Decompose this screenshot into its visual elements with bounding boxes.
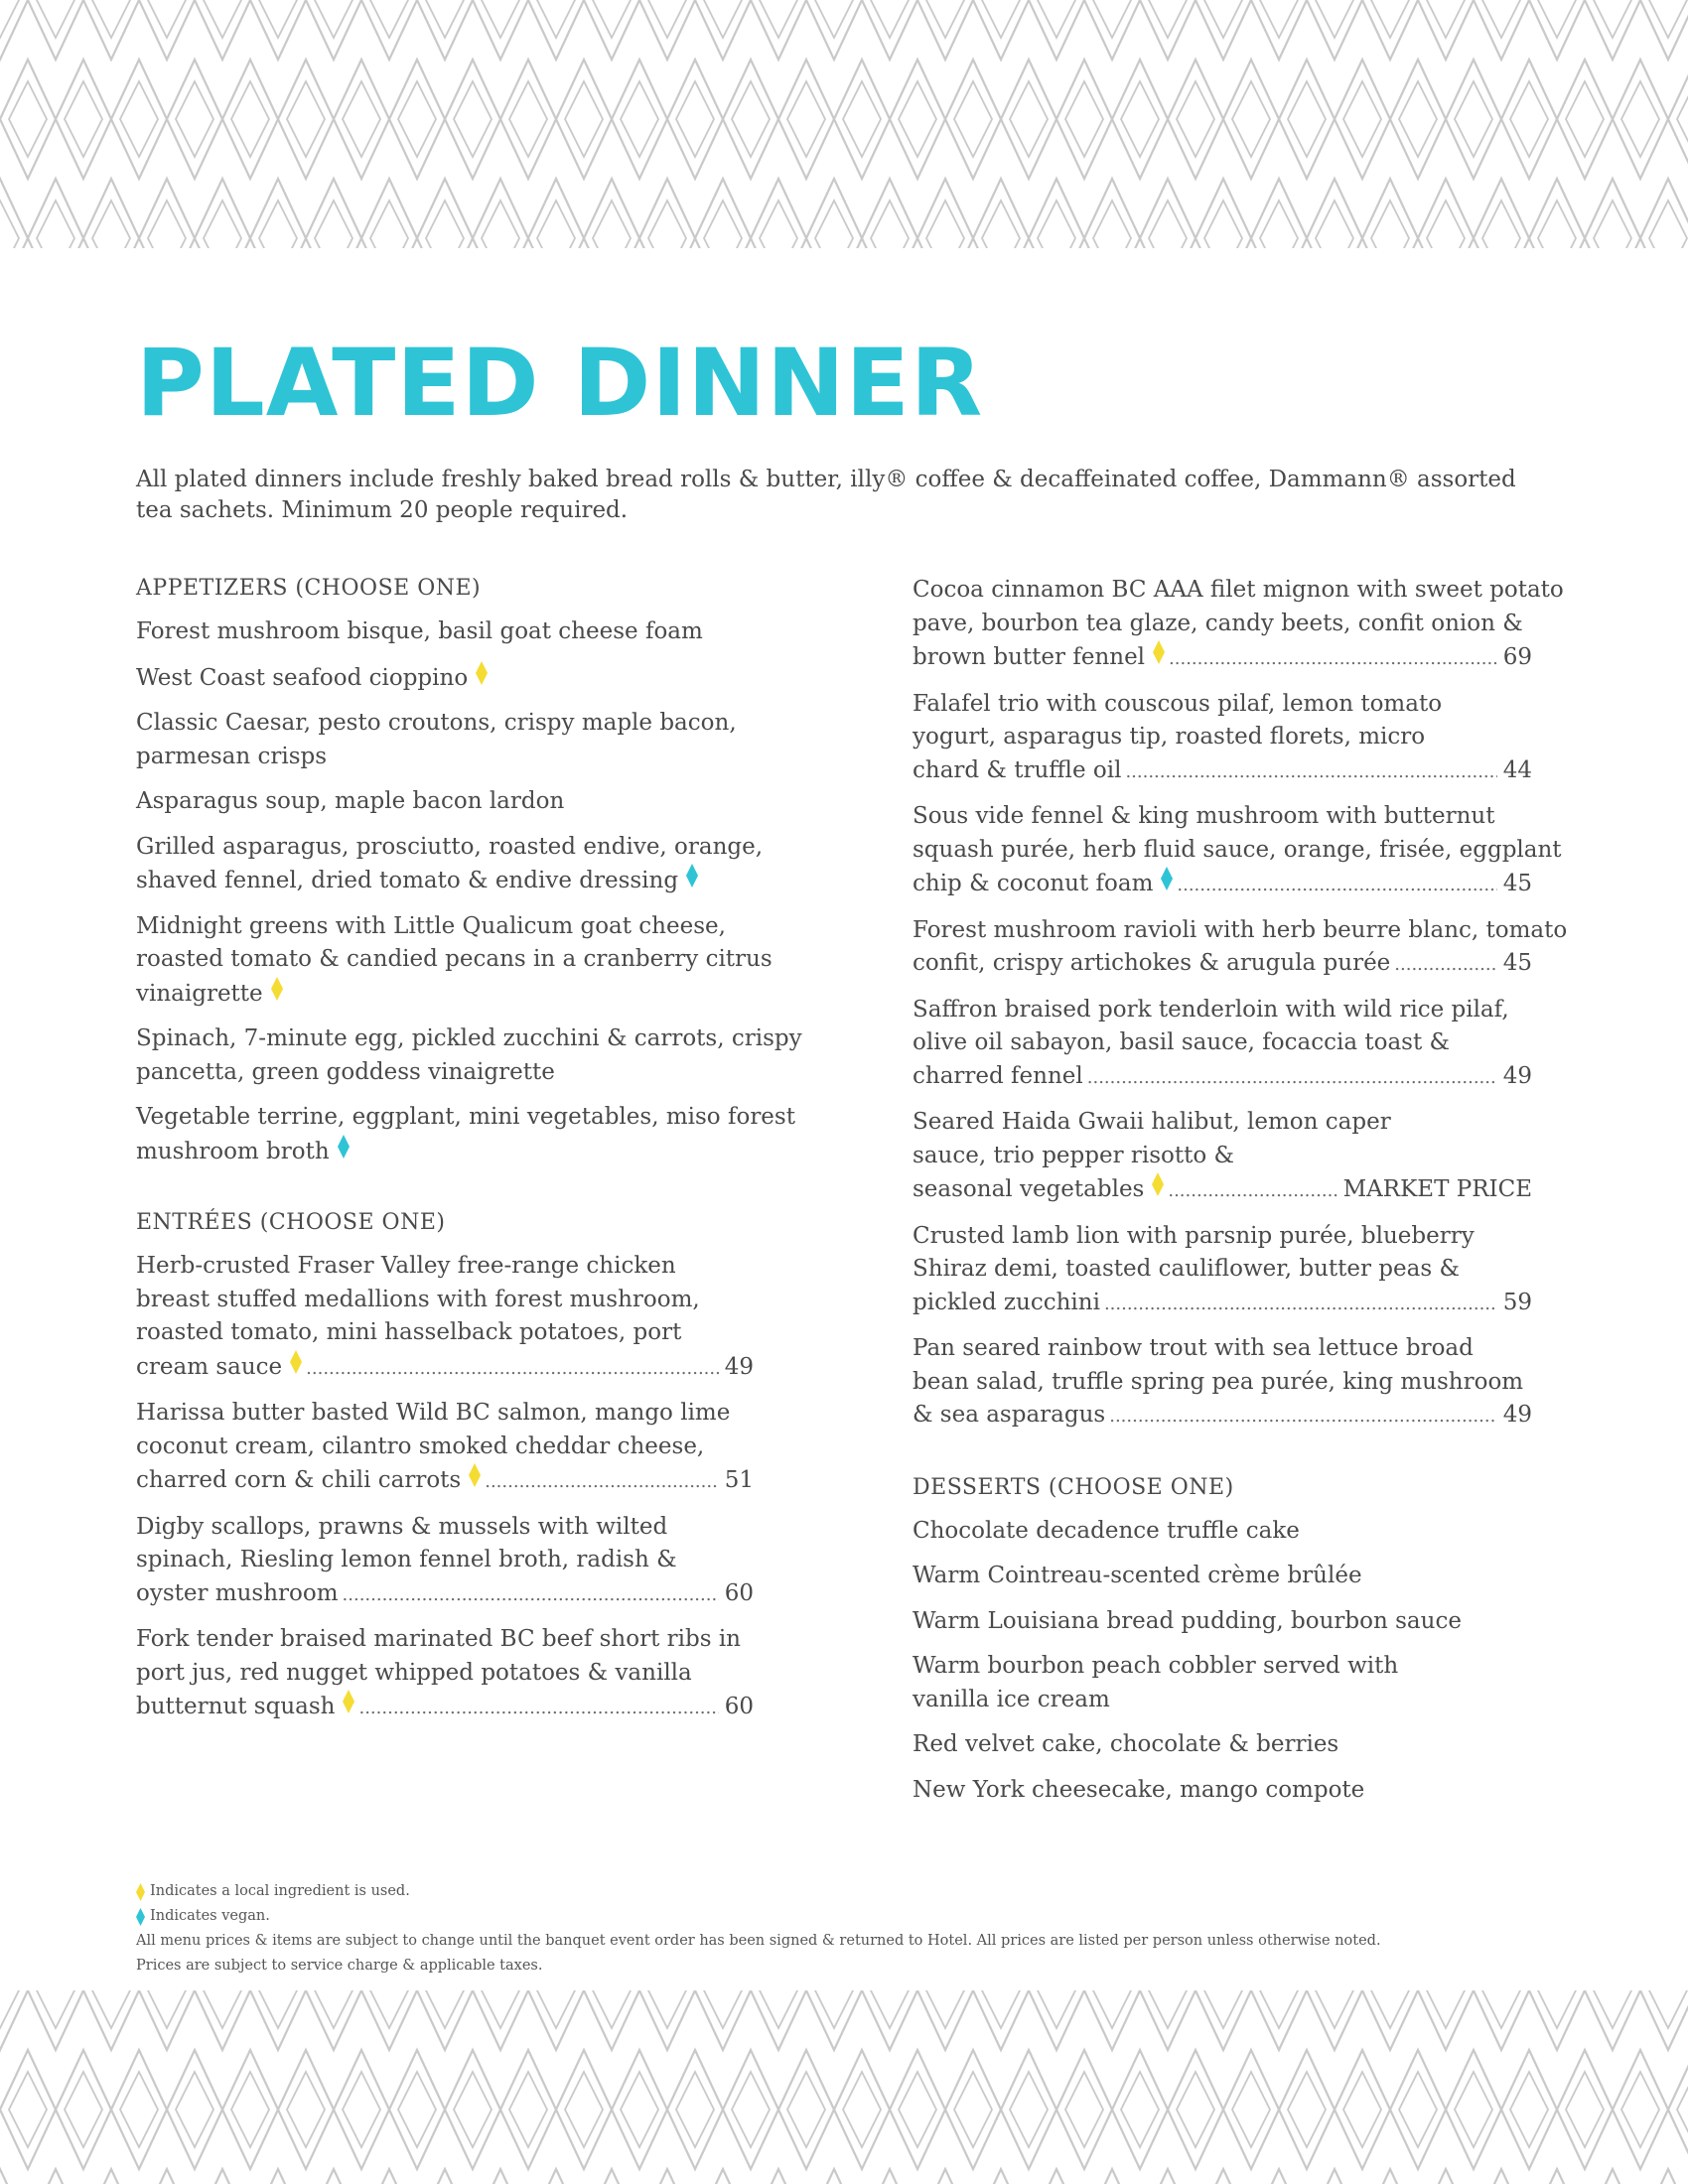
vegan-diamond-icon — [686, 864, 698, 887]
desserts-heading: DESSERTS (CHOOSE ONE) — [913, 1474, 1234, 1500]
menu-item-line — [913, 574, 1564, 608]
local-diamond-icon — [290, 1350, 302, 1374]
menu-item-price: 51 — [724, 1467, 754, 1493]
menu-item-line — [913, 834, 1562, 868]
menu-item — [913, 1560, 1532, 1593]
menu-item-text: New York cheesecake, mango compote — [913, 1776, 1365, 1803]
dot-leader — [1394, 948, 1496, 982]
menu-item-text: Chocolate decadence truffle cake — [913, 1517, 1300, 1544]
menu-item-text: vinaigrette — [136, 980, 263, 1007]
menu-item-line — [136, 1690, 754, 1725]
dot-leader — [358, 1692, 718, 1725]
menu-item-line — [913, 867, 1532, 902]
menu-item-text: butternut squash — [136, 1694, 336, 1719]
dot-leader — [485, 1465, 718, 1499]
menu-item-line — [136, 910, 754, 944]
menu-item-text: Pan seared rainbow trout with sea lettuce broad — [913, 1335, 1474, 1361]
menu-item-price: 45 — [1502, 871, 1532, 896]
local-diamond-icon — [136, 1882, 145, 1902]
menu-item-price: 60 — [724, 1694, 754, 1719]
menu-item-price: 69 — [1502, 644, 1532, 670]
menu-item — [136, 615, 754, 649]
menu-item — [913, 1774, 1532, 1808]
menu-item-price: MARKET PRICE — [1342, 1176, 1532, 1202]
footer-pattern — [0, 1990, 1688, 2184]
menu-item-text: brown butter fennel — [913, 644, 1146, 670]
menu-item-text: Herb-crusted Fraser Valley free-range chicken — [136, 1253, 676, 1279]
menu-item-line — [913, 1515, 1532, 1549]
local-diamond-icon — [476, 661, 488, 685]
menu-item-line — [136, 615, 754, 649]
menu-item-line — [913, 1684, 1532, 1717]
menu-item-text: roasted tomato, mini hasselback potatoes, port — [136, 1319, 682, 1345]
menu-item-line — [136, 785, 754, 819]
menu-item-text: olive oil sabayon, basil sauce, focaccia toast & — [913, 1029, 1451, 1055]
menu-item-line — [913, 1172, 1532, 1208]
dot-leader — [1104, 1288, 1497, 1321]
menu-item-text: shaved fennel, dried tomato & endive dressing — [136, 868, 679, 893]
menu-item — [913, 1106, 1532, 1208]
menu-item-text: Digby scallops, prawns & mussels with wilted — [136, 1513, 668, 1540]
menu-item-line — [136, 1250, 754, 1284]
menu-item — [136, 1511, 754, 1612]
menu-item-line — [136, 741, 754, 774]
menu-item-text: sauce, trio pepper risotto & — [913, 1142, 1235, 1168]
menu-item-text: Falafel trio with couscous pilaf, lemon tomato — [913, 690, 1443, 717]
legend-note-taxes: Prices are subject to service charge & applicable taxes. — [136, 1958, 543, 1974]
menu-item-text: Forest mushroom ravioli with herb beurre blanc, tomato — [913, 916, 1568, 943]
menu-item-line — [136, 661, 754, 696]
menu-item-text: yogurt, asparagus tip, roasted florets, micro — [913, 724, 1426, 750]
page-title: PLATED DINNER — [136, 330, 984, 438]
menu-item-text: Harissa butter basted Wild BC salmon, mango lime — [136, 1400, 731, 1426]
menu-item-price: 49 — [1502, 1062, 1532, 1089]
menu-item-line — [913, 1140, 1532, 1173]
dot-leader — [1169, 642, 1497, 676]
menu-item-line — [136, 1023, 802, 1056]
appetizers-heading: APPETIZERS (CHOOSE ONE) — [136, 576, 482, 601]
menu-item-line — [136, 1397, 754, 1431]
menu-item-line — [913, 1026, 1532, 1060]
menu-item-text: Seared Haida Gwaii halibut, lemon caper — [913, 1109, 1391, 1135]
menu-item-price: 49 — [1502, 1402, 1532, 1428]
menu-item-line — [136, 1657, 754, 1691]
menu-item-line — [913, 1287, 1532, 1321]
dot-leader — [1177, 869, 1496, 902]
menu-item — [913, 1605, 1532, 1639]
menu-item-text: & sea asparagus — [913, 1402, 1106, 1428]
menu-item-text: Midnight greens with Little Qualicum goat cheese, — [136, 912, 726, 939]
menu-item-text: Cocoa cinnamon BC AAA filet mignon with sweet potato — [913, 577, 1564, 603]
menu-item — [913, 1650, 1532, 1716]
dot-leader — [306, 1352, 719, 1386]
menu-item-text: Classic Caesar, pesto croutons, crispy maple bacon, — [136, 710, 737, 736]
menu-item-line — [913, 914, 1568, 948]
menu-item-line — [913, 1728, 1532, 1762]
vegan-diamond-icon — [1161, 867, 1173, 890]
dot-leader — [1168, 1174, 1336, 1208]
menu-item-text: Vegetable terrine, eggplant, mini vegetables, miso forest — [136, 1104, 795, 1130]
menu-item-line — [136, 1511, 754, 1545]
menu-item-text: mushroom broth — [136, 1138, 330, 1164]
local-diamond-icon — [1152, 1172, 1164, 1196]
menu-item-text: Fork tender braised marinated BC beef short ribs in — [136, 1626, 741, 1652]
dot-leader — [1125, 755, 1496, 789]
menu-item-text: Saffron braised pork tenderloin with wild rice pilaf, — [913, 996, 1509, 1023]
vegan-diamond-icon — [338, 1135, 350, 1159]
menu-item-text: oyster mushroom — [136, 1579, 339, 1606]
menu-item-price: 59 — [1502, 1289, 1532, 1315]
menu-item-line — [136, 1056, 754, 1090]
menu-item — [913, 1220, 1532, 1321]
menu-item-line — [913, 721, 1532, 754]
menu-item — [136, 661, 754, 696]
menu-item-line — [913, 1106, 1532, 1140]
local-diamond-icon — [271, 977, 283, 1001]
menu-item-line — [913, 1560, 1532, 1593]
menu-item-text: Red velvet cake, chocolate & berries — [913, 1731, 1339, 1757]
menu-item-text: pave, bourbon tea glaze, candy beets, confit onion & — [913, 610, 1523, 636]
menu-item-text: Warm Louisiana bread pudding, bourbon sauce — [913, 1607, 1462, 1634]
menu-item-line — [136, 1135, 754, 1169]
menu-item-text: spinach, Riesling lemon fennel broth, radish & — [136, 1547, 677, 1572]
local-diamond-icon — [343, 1690, 354, 1713]
menu-item-line — [913, 754, 1532, 789]
menu-item — [136, 707, 754, 773]
menu-column-left — [136, 574, 802, 1737]
menu-item-text: Asparagus soup, maple bacon lardon — [136, 788, 565, 814]
menu-item-line — [913, 994, 1532, 1027]
legend-vegan: Indicates vegan. — [150, 1908, 270, 1924]
menu-item — [136, 785, 754, 819]
menu-item — [913, 914, 1568, 982]
intro-text: All plated dinners include freshly baked bread rolls & butter, illy® coffee & decaffeinated coffee, Dammann® assorted tea sachets. Minimum 20 people required. — [136, 467, 1516, 523]
legend-local: Indicates a local ingredient is used. — [150, 1883, 410, 1899]
menu-item-line — [136, 1316, 754, 1350]
menu-item — [136, 1101, 795, 1168]
menu-item-line — [136, 831, 764, 865]
menu-item-text: port jus, red nugget whipped potatoes & vanilla — [136, 1659, 692, 1686]
diamond-pattern — [0, 0, 1688, 248]
menu-item-text: West Coast seafood cioppino — [136, 664, 469, 691]
menu-item-line — [136, 1431, 754, 1464]
menu-item-line — [913, 640, 1532, 676]
menu-item-line — [913, 1774, 1532, 1808]
menu-item-line — [136, 707, 754, 741]
menu-item-line — [136, 1101, 795, 1135]
menu-item-text: confit, crispy artichokes & arugula purée — [913, 950, 1391, 976]
menu-item-price: 49 — [724, 1353, 754, 1380]
menu-item — [136, 1250, 754, 1385]
menu-item-text: pickled zucchini — [913, 1289, 1100, 1315]
menu-column-right — [913, 574, 1568, 1819]
menu-item-line — [136, 864, 754, 898]
menu-item-line — [136, 1284, 754, 1317]
entrees-list — [136, 1250, 754, 1725]
menu-item-text: coconut cream, cilantro smoked cheddar cheese, — [136, 1433, 705, 1459]
entrees-heading: ENTRÉES (CHOOSE ONE) — [136, 1210, 446, 1235]
menu-item-price: 45 — [1502, 950, 1532, 976]
diamond-pattern — [0, 1990, 1688, 2184]
dot-leader — [1087, 1061, 1497, 1095]
menu-item-text: vanilla ice cream — [913, 1686, 1110, 1712]
menu-item-text: Spinach, 7-minute egg, pickled zucchini & carrots, crispy — [136, 1025, 802, 1051]
menu-item-text: pancetta, green goddess vinaigrette — [136, 1058, 555, 1085]
menu-item-price: 60 — [724, 1579, 754, 1606]
menu-item — [136, 1623, 754, 1725]
menu-item — [913, 1515, 1532, 1549]
legend — [136, 1879, 1576, 1979]
menu-item-text: chard & truffle oil — [913, 756, 1122, 783]
menu-item-line — [913, 1366, 1532, 1400]
local-diamond-icon — [1153, 640, 1165, 664]
menu-item-line — [913, 1332, 1532, 1366]
menu-item-line — [913, 688, 1532, 722]
menu-item-text: breast stuffed medallions with forest mushroom, — [136, 1286, 700, 1312]
dot-leader — [1109, 1400, 1496, 1433]
menu-item-text: roasted tomato & candied pecans in a cranberry citrus — [136, 946, 773, 972]
menu-item-line — [136, 943, 773, 977]
menu-item — [913, 994, 1532, 1095]
menu-item-price: 44 — [1502, 756, 1532, 783]
menu-item-text: Warm Cointreau-scented crème brûlée — [913, 1563, 1362, 1588]
menu-item — [136, 1023, 802, 1089]
menu-item-line — [913, 947, 1532, 982]
menu-item-line — [136, 1577, 754, 1612]
menu-item-line — [913, 1060, 1532, 1095]
appetizers-list — [136, 615, 802, 1168]
menu-item — [913, 574, 1564, 676]
entrees-list-continued — [913, 574, 1568, 1433]
menu-item — [913, 800, 1562, 902]
menu-item-line — [136, 1623, 754, 1657]
local-diamond-icon — [469, 1463, 481, 1487]
header-pattern — [0, 0, 1688, 248]
desserts-list — [913, 1515, 1532, 1808]
menu-item-line — [913, 1399, 1532, 1433]
menu-item-line — [913, 800, 1532, 834]
menu-item-line — [913, 1253, 1532, 1287]
menu-item-text: Grilled asparagus, prosciutto, roasted endive, orange, — [136, 833, 764, 860]
menu-item-text: seasonal vegetables — [913, 1176, 1145, 1202]
menu-item — [136, 831, 764, 898]
menu-item — [136, 910, 773, 1012]
menu-item — [913, 1332, 1532, 1433]
menu-item-line — [913, 608, 1532, 641]
menu-item-line — [136, 977, 754, 1012]
legend-note-prices: All menu prices & items are subject to change until the banquet event order has been signed & returned to Hotel. All prices are listed per person unless otherwise noted. — [136, 1933, 1381, 1949]
dot-leader — [343, 1578, 719, 1612]
menu-item-text: Shiraz demi, toasted cauliflower, butter peas & — [913, 1256, 1460, 1282]
menu-item-line — [136, 1544, 754, 1577]
menu-item-text: cream sauce — [136, 1353, 283, 1380]
menu-item-text: Sous vide fennel & king mushroom with butternut — [913, 803, 1495, 829]
menu-item-text: Warm bourbon peach cobbler served with — [913, 1653, 1399, 1679]
menu-item — [136, 1397, 754, 1499]
menu-item-text: charred fennel — [913, 1062, 1083, 1089]
menu-item-line — [136, 1350, 754, 1386]
menu-item — [913, 688, 1532, 789]
menu-item-line — [913, 1650, 1532, 1684]
menu-item — [913, 1728, 1532, 1762]
menu-item-text: Forest mushroom bisque, basil goat cheese foam — [136, 618, 703, 644]
menu-item-text: chip & coconut foam — [913, 871, 1154, 896]
menu-item-text: Crusted lamb lion with parsnip purée, blueberry — [913, 1222, 1475, 1249]
menu-item-line — [136, 1463, 754, 1499]
menu-item-line — [913, 1220, 1532, 1254]
menu-item-text: squash purée, herb fluid sauce, orange, frisée, eggplant — [913, 836, 1562, 863]
menu-item-text: charred corn & chili carrots — [136, 1467, 462, 1493]
vegan-diamond-icon — [136, 1907, 145, 1927]
menu-item-text: bean salad, truffle spring pea purée, king mushroom — [913, 1368, 1524, 1395]
menu-item-line — [913, 1605, 1532, 1639]
menu-item-text: parmesan crisps — [136, 743, 328, 769]
